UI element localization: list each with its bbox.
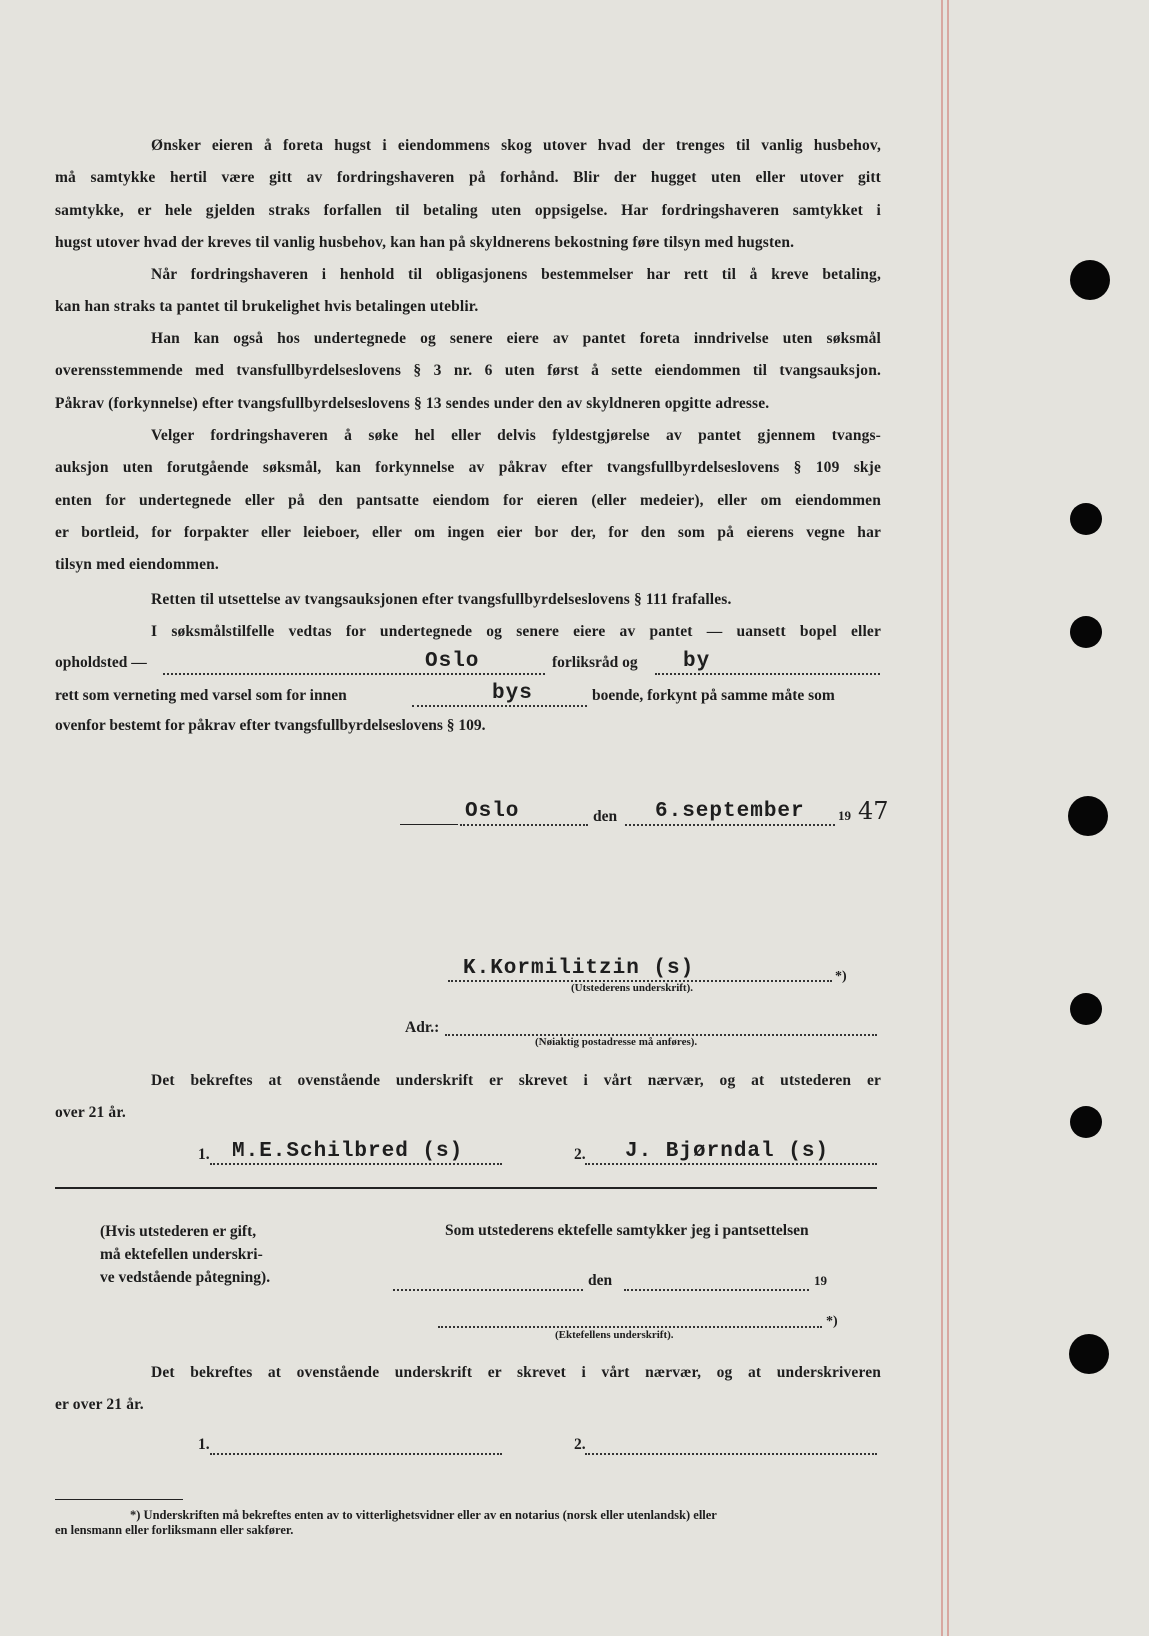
date-year-prefix: 19 [838,808,851,823]
punch-hole [1070,993,1102,1025]
spouse-asterisk: *) [826,1314,838,1329]
date-place-field [460,824,588,826]
punch-hole [1068,796,1108,836]
confirm-issuer-paragraph: Det bekreftes at ovenstående underskrift er skrevet i vårt nærvær, og at utstederen er over 21 år. [55,1072,881,1122]
witness4-field [585,1453,877,1455]
punch-hole [1070,1106,1102,1138]
date-value: 6.september [655,800,805,823]
footnote-rule [55,1499,183,1500]
witness2-signature: J. Bjørndal (s) [625,1140,830,1163]
spouse-date-field [624,1289,809,1291]
spouse-note: (Hvis utstederen er gift, må ektefellen underskri- ve vedstående påtegning). [100,1223,271,1286]
spouse-place-field [393,1289,583,1291]
spouse-consent-text: Som utstederens ektefelle samtykker jeg i pantsettelsen [445,1222,809,1239]
witness2-field [585,1163,877,1165]
innen-field [412,705,587,707]
forlik-by-value: by [683,650,711,673]
forlik-by-field [655,673,880,675]
address-caption: (Nøiaktig postadresse må anføres). [535,1036,698,1048]
date-year-value: 47 [858,797,889,825]
innen-value: bys [492,682,533,705]
witness1-signature: M.E.Schilbred (s) [232,1140,464,1163]
punch-hole [1070,260,1110,300]
boende-text: boende, forkynt på samme måte som [592,687,835,704]
paragraph-inndrivelse: Han kan også hos undertegnede og senere eiere av pantet foreta inndrivelse uten søksmål overensstemmende med tvansfullbyrdelseslovens § 3 nr. 6 uten først å sette eiendommen til tvangsauksjon. Påkrav (forkynnelse) efter tvangsfullbyrdelseslovens § 13 sendes under den av skyldneren opgitte adresse. [55,330,881,412]
verneting-text: rett som verneting med varsel som for innen [55,687,347,704]
spouse-signature-field [438,1326,822,1328]
date-lead-line [400,824,458,825]
spouse-caption: (Ektefellens underskrift). [555,1329,674,1341]
witness1-field [210,1163,502,1165]
issuer-asterisk: *) [835,969,847,984]
paragraph-tvangsauksjon: Velger fordringshaveren å søke hel eller delvis fyldestgjørelse av pantet gjennem tvangs- auksjon uten forutgående søksmål, kan forkynnelse av påkrav efter tvangsfullbyrdelseslovens § 109 skje enten for undertegnede eller på den pantsatte eiendom for eieren (eller medeier), eller om eiendommen er bortleid, for forpakter eller leieboer, eller om ingen eier bor der, for den som på eierens vegne har tilsyn med eiendommen. [55,427,881,574]
punch-hole [1070,503,1102,535]
issuer-signature: K.Kormilitzin (s) [463,957,695,980]
issuer-caption: (Utstederens underskrift). [571,982,694,994]
paragraph-brukelighet: Når fordringshaveren i henhold til obligasjonens bestemmelser har rett til å kreve betaling, kan han straks ta pantet til brukelighet hvis betalingen uteblir. [55,266,881,316]
punch-hole [1070,616,1102,648]
spouse-year-prefix: 19 [814,1273,827,1288]
margin-rule-left [941,0,943,1636]
opholdsted-label: opholdsted — [55,654,147,671]
paakrav-text: ovenfor bestemt for påkrav efter tvangsfullbyrdelseslovens § 109. [55,717,486,734]
section-divider [55,1187,877,1189]
margin-rule-right [947,0,949,1636]
paragraph-soksmal-intro: I søksmålstilfelle vedtas for undertegnede og senere eiere av pantet — uansett bopel eller [151,623,881,640]
forliksrad-label: forliksråd og [552,654,638,671]
date-field [625,824,835,826]
footnote: *) Underskriften må bekreftes enten av to vitterlighetsvidner eller av en notarius (norsk eller utenlandsk) eller en lensmann eller forliksmann eller sakfører. [55,1508,717,1537]
witness3-field [210,1453,502,1455]
forlik-place-field [163,673,545,675]
forlik-place-value: Oslo [425,650,480,673]
witness3-number: 1. [198,1436,210,1453]
punch-hole [1069,1334,1109,1374]
paragraph-utsettelse: Retten til utsettelse av tvangsauksjonen efter tvangsfullbyrdelseslovens § 111 frafalles. [151,591,732,608]
address-label: Adr.: [405,1019,440,1036]
witness1-number: 1. [198,1146,210,1163]
spouse-den-label: den [588,1272,613,1289]
witness2-number: 2. [574,1146,586,1163]
date-place-value: Oslo [465,800,520,823]
confirm-spouse-paragraph: Det bekreftes at ovenstående underskrift er skrevet i vårt nærvær, og at underskriveren er over 21 år. [55,1364,881,1414]
paragraph-hugst: Ønsker eieren å foreta hugst i eiendommens skog utover hvad der trenges til vanlig husbehov, må samtykke hertil være gitt av fordringshaveren på forhånd. Blir der hugget uten eller utover gitt samtykke, er hele gjelden straks forfallen til betaling uten oppsigelse. Har fordringshaveren samtykket i hugst utover hvad der kreves til vanlig husbehov, kan han på skyldnerens bekostning føre tilsyn med hugsten. [55,137,881,251]
witness4-number: 2. [574,1436,586,1453]
date-den-label: den [593,808,618,825]
